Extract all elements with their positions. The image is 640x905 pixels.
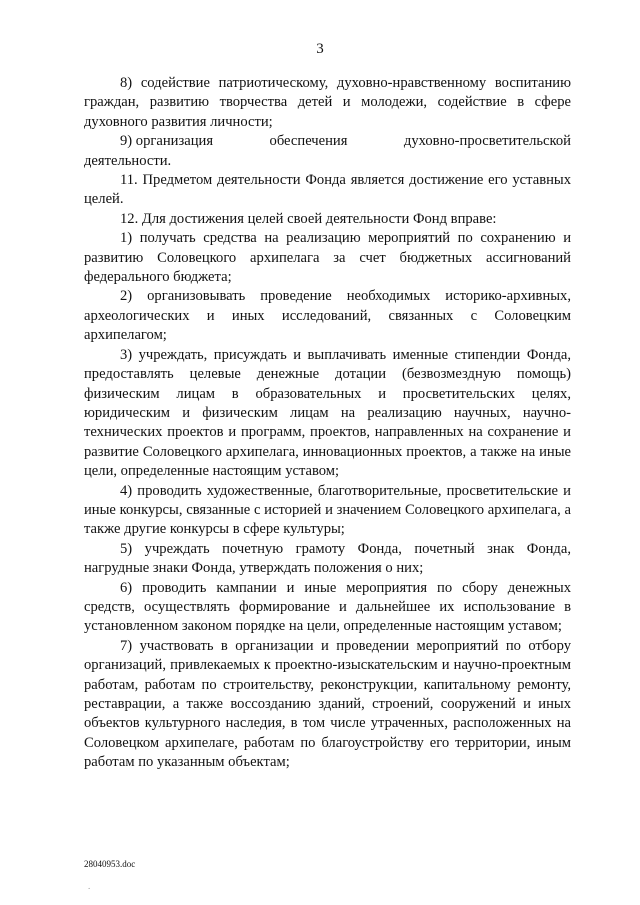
item-9-first-line: [84, 132, 571, 151]
item-9-word-1: 9) организация: [120, 133, 214, 150]
paragraph-item-9: [84, 132, 571, 171]
paragraph-clause-11: 11. Предметом деятельности Фонда является достижение его уставных целей.: [84, 172, 571, 208]
paragraph-right-5: 5) учреждать почетную грамоту Фонда, почетный знак Фонда, нагрудные знаки Фонда, утверждать положения о них;: [84, 540, 571, 577]
item-9-word-3: духовно-просветительской: [403, 133, 571, 150]
paragraph-clause-12: 12. Для достижения целей своей деятельности Фонд вправе:: [120, 210, 497, 227]
paragraph-right-6: 6) проводить кампании и иные мероприятия по сбору денежных средств, осуществлять формирование и дальнейшее их использование в установленном законом порядке на цели, определенные настоящим уставом;: [84, 579, 571, 635]
paragraph-right-7: 7) участвовать в организации и проведении мероприятий по отбору организаций, привлекаемых к проектно-изыскательским и научно-проектным работам, работам по строительству, реконструкции, капитальному ремонту, реставрации, а также воссозданию зданий, строений, сооружений и иных объектов культурного наследия, в том числе утраченных, расположенных на Соловецком архипелаге, работам по благоустройству его территории, иным работам по указанным объектам;: [84, 637, 571, 771]
paragraph-right-2: 2) организовывать проведение необходимых историко-архивных, археологических и иных исследований, связанных с Соловецким архипелагом;: [84, 288, 571, 344]
page-number: 3: [316, 41, 324, 57]
item-9-second-line: деятельности.: [84, 152, 172, 169]
paragraph-right-4: 4) проводить художественные, благотворительные, просветительские и иные конкурсы, связанные с историей и значением Соловецкого архипелага, а также другие конкурсы в сфере культуры;: [84, 482, 571, 538]
footer-file-name: 28040953.doc: [84, 859, 136, 869]
paragraph-item-8: 8) содействие патриотическому, духовно-нравственному воспитанию граждан, развитию творчества детей и молодежи, содействие в сфере духовного развития личности;: [84, 75, 571, 130]
document-body: [84, 74, 571, 773]
paragraph-right-3: 3) учреждать, присуждать и выплачивать именные стипендии Фонда, предоставлять целевые денежные дотации (безвозмездную помощь) физическим лицам в образовательных и просветительских целях, юридическим и физическим лицам на реализацию научных, научно-технических проектов и программ, проектов, направленных на сохранение и развитие Соловецкого архипелага, инновационных проектов, а также на иные цели, определенные настоящим уставом;: [84, 346, 571, 480]
paragraph-right-1: 1) получать средства на реализацию мероприятий по сохранению и развитию Соловецкого архипелага за счет бюджетных ассигнований федерального бюджета;: [84, 230, 571, 286]
footer-mark: .: [88, 881, 91, 891]
item-9-word-2: обеспечения: [269, 133, 348, 150]
